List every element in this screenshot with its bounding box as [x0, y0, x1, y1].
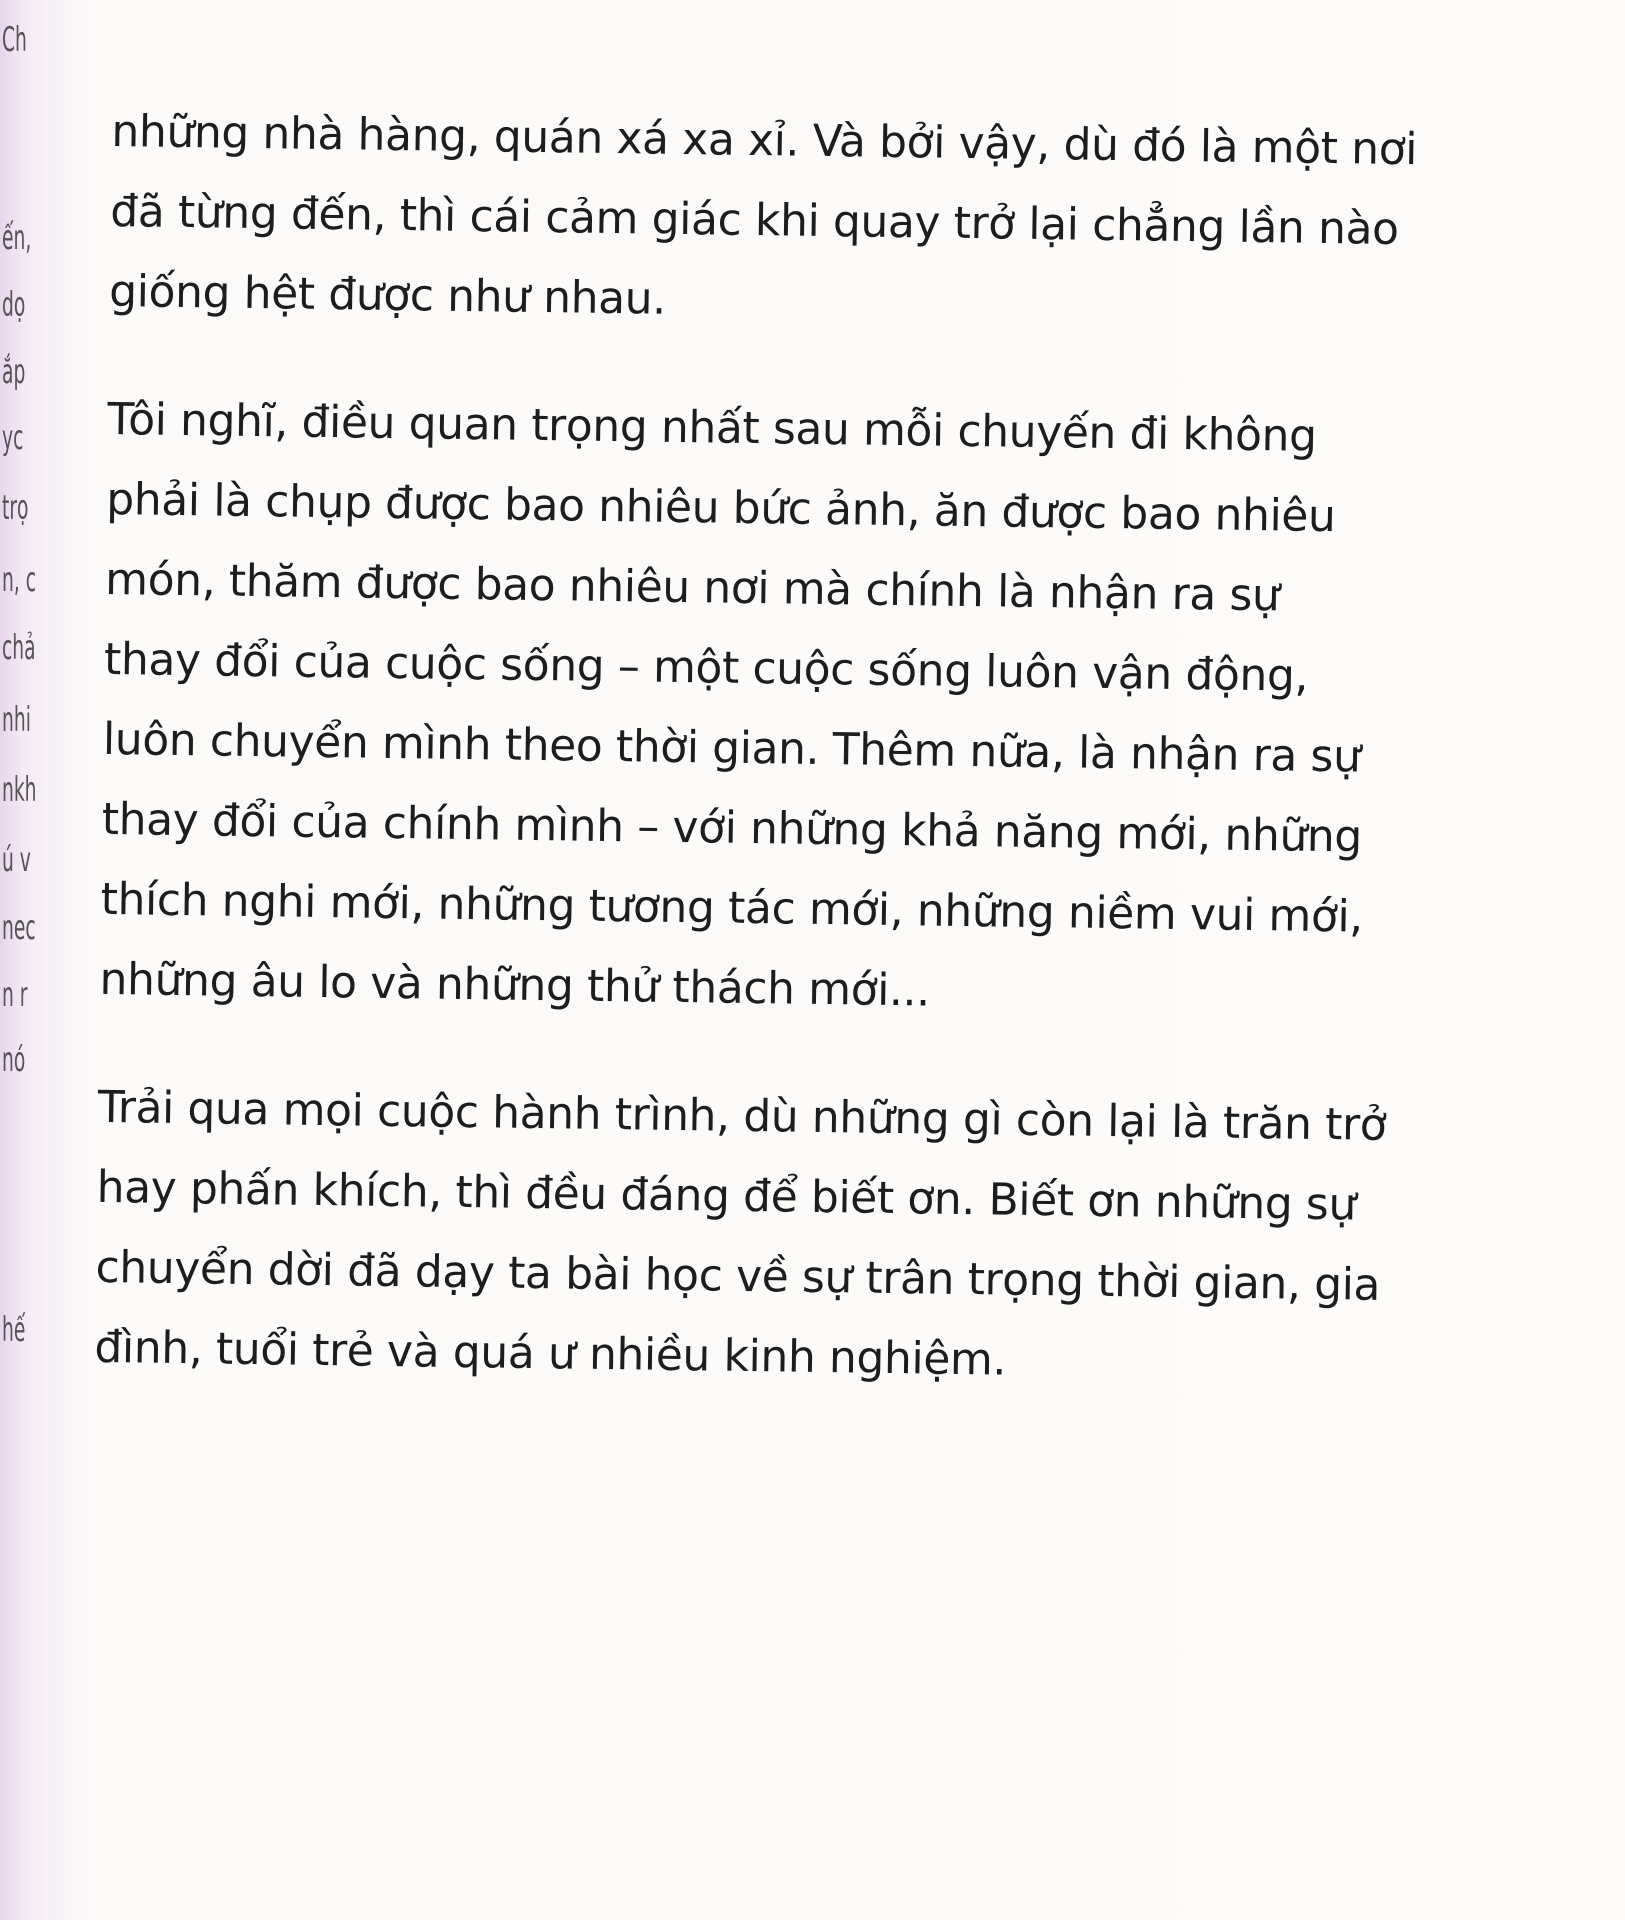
text-line: luôn chuyển mình theo thời gian. Thêm nữa, là nhận ra sự: [102, 713, 1361, 783]
text-line: đình, tuổi trẻ và quá ư nhiều kinh nghiệm.: [94, 1321, 1007, 1386]
edge-fragment: nec: [2, 908, 36, 948]
edge-fragment: ến,: [2, 218, 32, 258]
edge-fragment: Ch: [2, 20, 27, 60]
text-line: hay phấn khích, thì đều đáng để biết ơn. Biết ơn những sự: [96, 1161, 1357, 1231]
edge-fragment: chả: [2, 628, 36, 668]
text-line: phải là chụp được bao nhiêu bức ảnh, ăn được bao nhiêu: [105, 473, 1336, 543]
edge-fragment: nhi: [2, 700, 31, 740]
edge-fragment: n, c: [2, 560, 37, 600]
text-line: Tôi nghĩ, điều quan trọng nhất sau mỗi chuyến đi không: [107, 393, 1317, 462]
left-page-edge-fragments: [2, 0, 62, 1920]
text-line: thay đổi của cuộc sống – một cuộc sống luôn vận động,: [103, 633, 1309, 702]
edge-fragment: dọ: [2, 285, 26, 325]
body-text: [93, 92, 1432, 1454]
text-line: những âu lo và những thử thách mới...: [99, 953, 931, 1017]
edge-fragment: nkh: [2, 770, 37, 810]
edge-fragment: nó: [2, 1040, 26, 1080]
paragraph-1: [109, 92, 1432, 350]
text-line: giống hệt được như nhau.: [108, 265, 667, 325]
text-line: những nhà hàng, quán xá xa xỉ. Và bởi vậy, dù đó là một nơi: [111, 105, 1418, 176]
paragraph-3: [94, 1068, 1418, 1406]
edge-fragment: trọ: [2, 488, 29, 528]
text-line: Trải qua mọi cuộc hành trình, dù những gì còn lại là trăn trở: [97, 1081, 1387, 1151]
edge-fragment: yc: [2, 418, 24, 458]
edge-fragment: hế: [2, 1310, 26, 1350]
text-line: thay đổi của chính mình – với những khả năng mới, những: [101, 793, 1363, 863]
text-line: đã từng đến, thì cái cảm giác khi quay trở lại chẳng lần nào: [109, 185, 1399, 255]
text-line: chuyển dời đã dạy ta bài học về sự trân trọng thời gian, gia: [95, 1241, 1381, 1311]
paragraph-2: [99, 380, 1428, 1038]
edge-fragment: ắp: [2, 352, 26, 392]
text-line: món, thăm được bao nhiêu nơi mà chính là nhận ra sự: [104, 553, 1280, 622]
edge-fragment: ú v: [2, 840, 31, 880]
edge-fragment: n r: [2, 975, 28, 1015]
text-line: thích nghi mới, những tương tác mới, những niềm vui mới,: [100, 873, 1364, 943]
